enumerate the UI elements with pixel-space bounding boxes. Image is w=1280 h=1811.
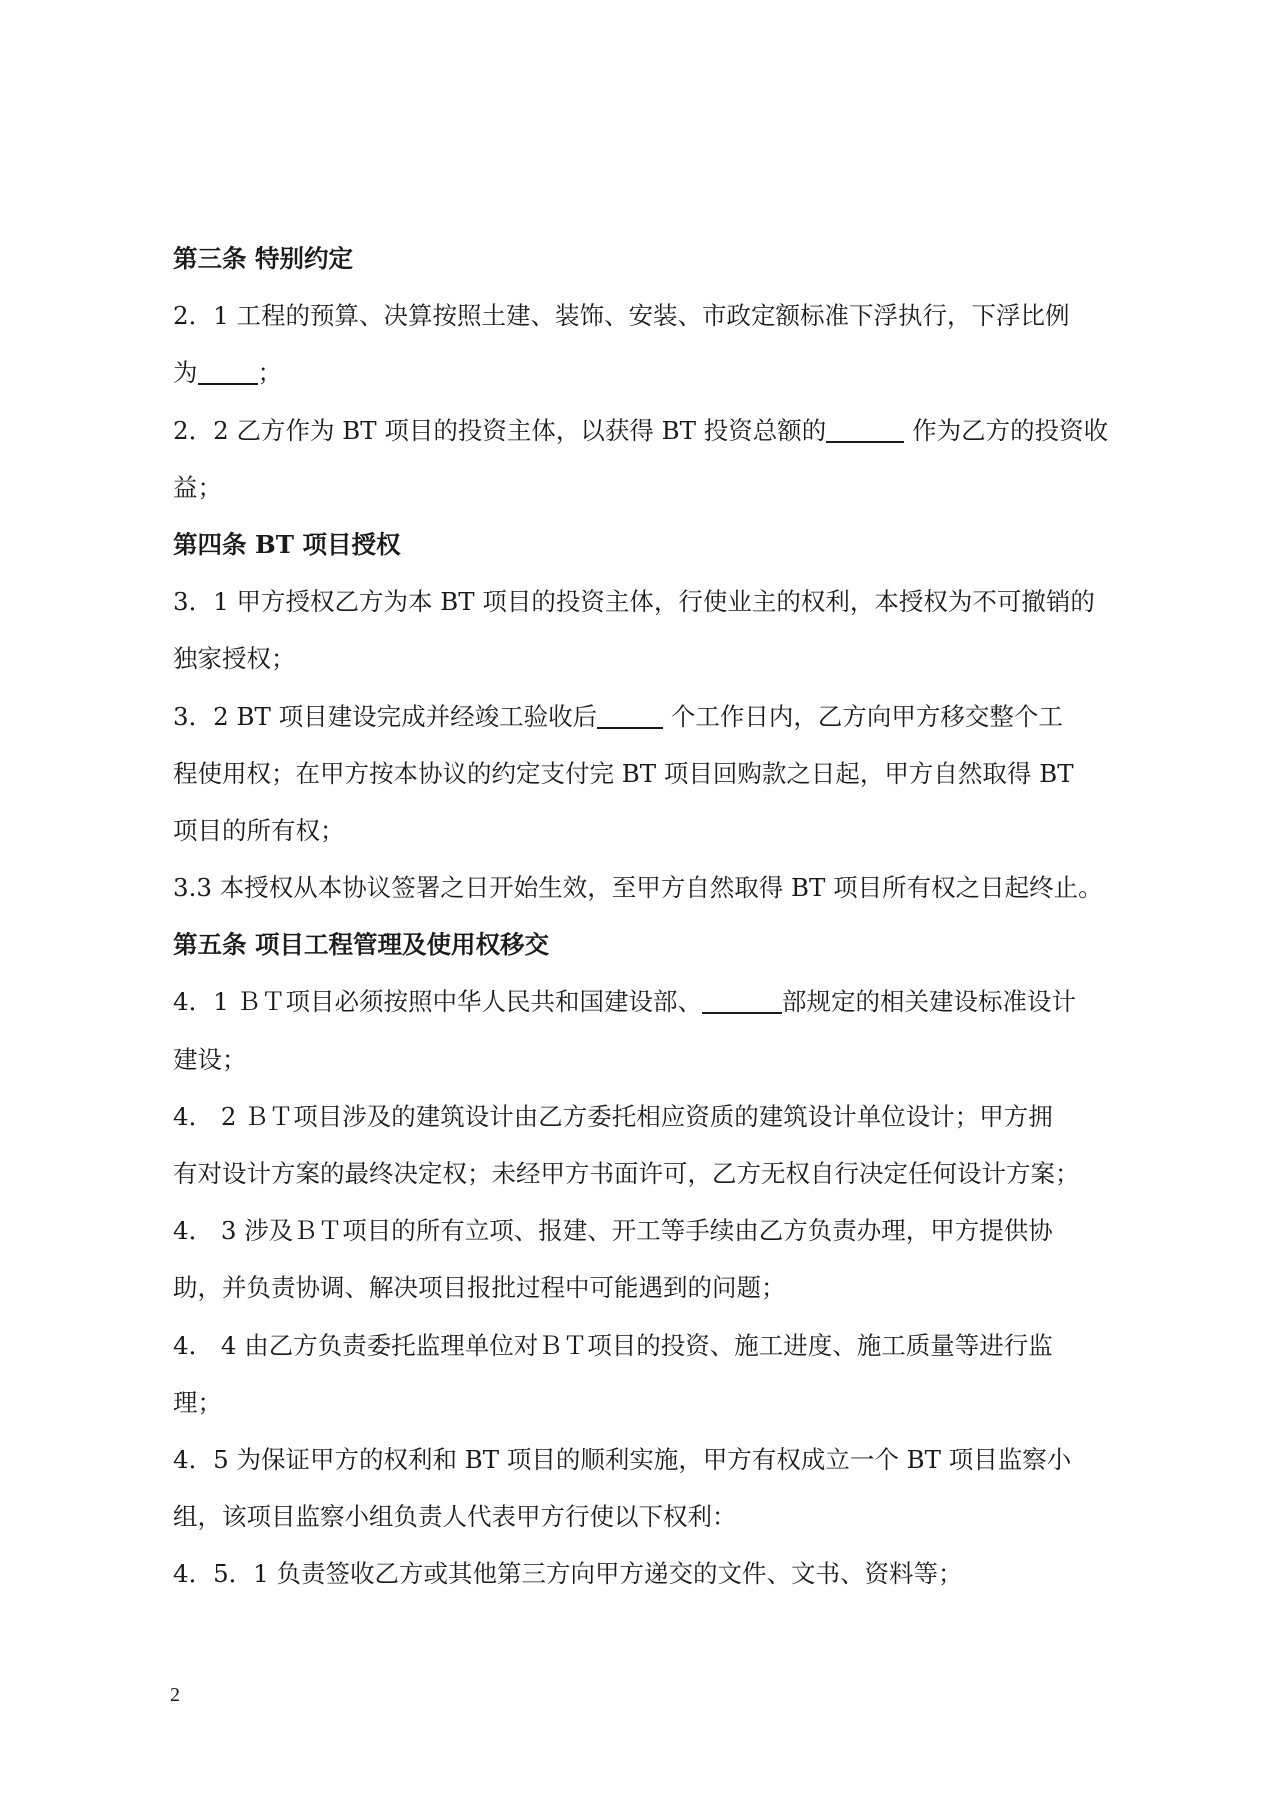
article-5-title: 第五条 项目工程管理及使用权移交 — [173, 930, 550, 960]
clause-2-1-prefix: 为 — [173, 358, 198, 388]
clause-3-2-line-2: 程使用权；在甲方按本协议的约定支付完 BT 项目回购款之日起，甲方自然取得 BT — [173, 758, 1074, 788]
clause-2-2-line-1 — [173, 402, 1133, 459]
blank-ministry — [702, 988, 782, 1014]
clause-2-1-suffix: ； — [257, 358, 282, 388]
clause-4-5-line-2: 组，该项目监察小组负责人代表甲方行使以下权利： — [173, 1502, 737, 1532]
page-number: 2 — [170, 1684, 180, 1706]
clause-2-2-suffix: 作为乙方的投资收 — [904, 415, 1109, 445]
clause-2-1-line-1: 2．1 工程的预算、决算按照土建、装饰、安装、市政定额标准下浮执行，下浮比例 — [173, 301, 1070, 331]
clause-4-4-line-1: 4． 4 由乙方负责委托监理单位对ＢＴ项目的投资、施工进度、施工质量等进行监 — [173, 1330, 1053, 1360]
clause-3-2-prefix: 3．2 BT 项目建设完成并经竣工验收后 — [173, 701, 598, 731]
clause-4-1-line-1 — [173, 973, 1133, 1030]
clause-2-2-prefix: 2．2 乙方作为 BT 项目的投资主体，以获得 BT 投资总额的 — [173, 415, 827, 445]
clause-4-3-line-1: 4． 3 涉及ＢＴ项目的所有立项、报建、开工等手续由乙方负责办理，甲方提供协 — [173, 1216, 1053, 1246]
clause-2-1-line-2 — [173, 344, 1133, 401]
article-3-title: 第三条 特别约定 — [173, 244, 354, 273]
clause-3-2-line-1 — [173, 688, 1133, 745]
clause-4-1-suffix: 部规定的相关建设标准设计 — [781, 987, 1076, 1017]
clause-3-2-suffix: 个工作日内，乙方向甲方移交整个工 — [663, 701, 1063, 731]
clause-4-5-1-line-1: 4．5．1 负责签收乙方或其他第三方向甲方递交的文件、文书、资料等； — [173, 1559, 963, 1589]
clause-4-5-line-1: 4．5 为保证甲方的权利和 BT 项目的顺利实施，甲方有权成立一个 BT 项目监察小 — [173, 1444, 1072, 1474]
blank-working-days — [597, 703, 663, 729]
clause-3-3-line-1: 3.3 本授权从本协议签署之日开始生效，至甲方自然取得 BT 项目所有权之日起终止。 — [173, 873, 1103, 903]
clause-3-1-line-2: 独家授权； — [173, 644, 296, 674]
clause-4-4-line-2: 理； — [173, 1387, 222, 1417]
clause-4-1-line-2: 建设； — [173, 1044, 247, 1074]
blank-float-ratio — [198, 359, 258, 385]
clause-2-2-line-2: 益； — [173, 472, 222, 502]
clause-4-2-line-1: 4． 2 ＢＴ项目涉及的建筑设计由乙方委托相应资质的建筑设计单位设计；甲方拥 — [173, 1101, 1053, 1131]
clause-4-1-prefix: 4．1 ＢＴ项目必须按照中华人民共和国建设部、 — [173, 987, 702, 1017]
clause-3-2-line-3: 项目的所有权； — [173, 815, 345, 845]
document-body — [173, 230, 1133, 1603]
article-4-title: 第四条 BT 项目授权 — [173, 529, 401, 559]
clause-3-1-line-1: 3．1 甲方授权乙方为本 BT 项目的投资主体，行使业主的权利，本授权为不可撤销的 — [173, 587, 1095, 617]
clause-4-3-line-2: 助，并负责协调、解决项目报批过程中可能遇到的问题； — [173, 1273, 786, 1303]
blank-investment-return — [826, 417, 904, 443]
clause-4-2-line-2: 有对设计方案的最终决定权；未经甲方书面许可，乙方无权自行决定任何设计方案； — [173, 1159, 1080, 1188]
